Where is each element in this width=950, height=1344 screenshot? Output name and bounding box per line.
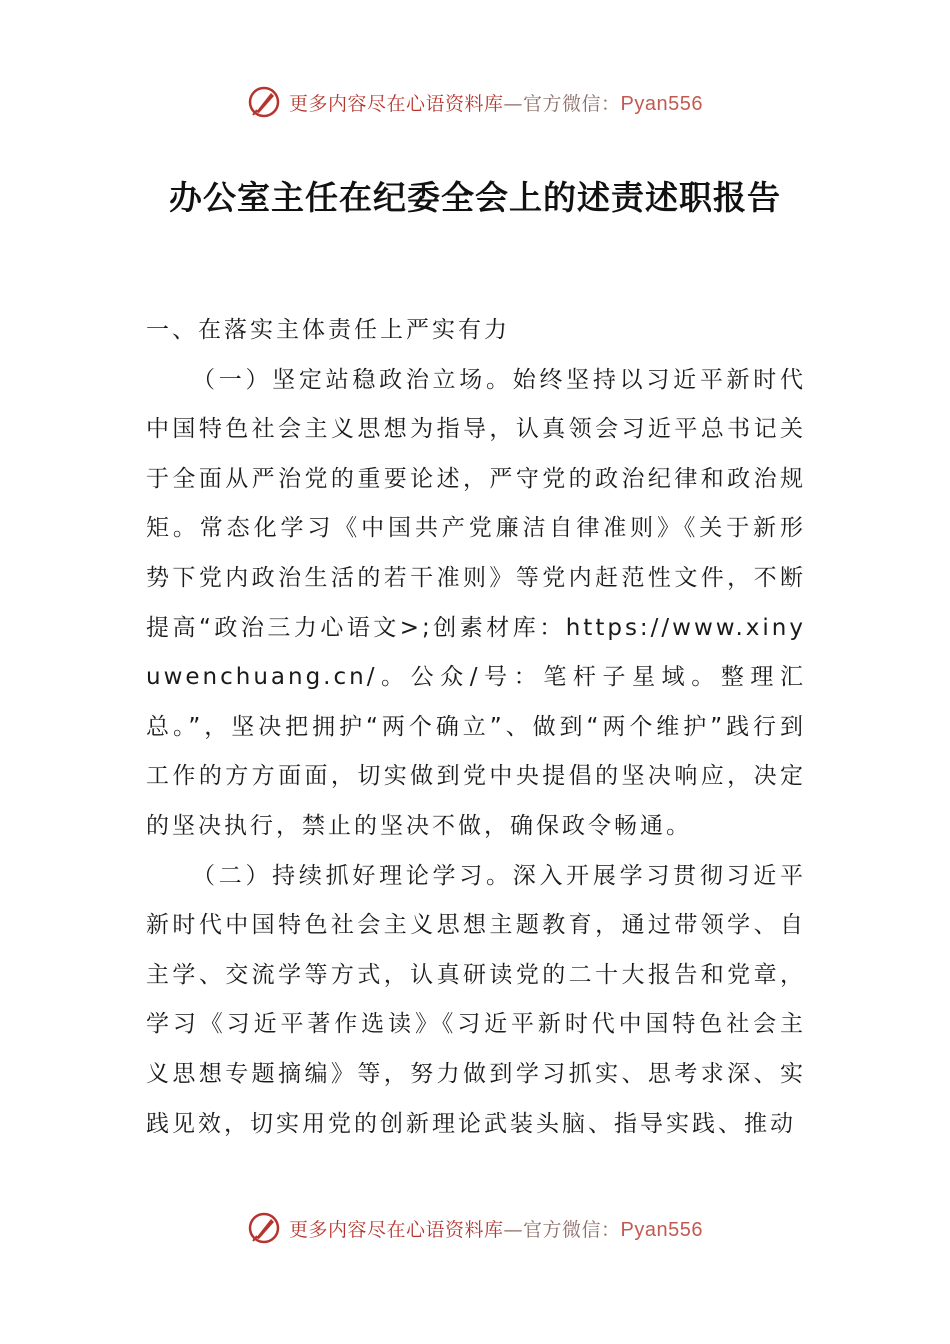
paragraph: （一）坚定站稳政治立场。始终坚持以习近平新时代中国特色社会主义思想为指导，认真领会习近平总书记关于全面从严治党的重要论述，严守党的政治纪律和政治规矩。常态化学习《中国共产党廉洁自律准则》《关于新形势下党内政治生活的若干准则》等党内赶范性文件，不断提高“政治三力心语文>;创素材库：https://www.xinyuwenchuang.cn/。公众/号：笔杆子星域。整理汇总。”，坚决把拥护“两个确立”、做到“两个维护”践行到工作的方方面面，切实做到党中央提倡的坚决响应，决定的坚决执行，禁止的坚决不做，确保政令畅通。 xyxy=(146,366,806,839)
banner-lead: 更多内容尽在心语资料库 xyxy=(289,1218,504,1241)
quill-logo-icon xyxy=(247,1211,281,1245)
banner-wechat-id: Pyan556 xyxy=(620,1218,703,1241)
banner-wechat-id: Pyan556 xyxy=(620,92,703,115)
banner-mid: —官方微信： xyxy=(503,1218,621,1241)
header-banner xyxy=(0,80,950,124)
section-heading: 一、在落实主体责任上严实有力 xyxy=(146,317,510,343)
footer-banner xyxy=(0,1206,950,1250)
banner-mid: —官方微信： xyxy=(503,92,621,115)
banner-text xyxy=(289,1215,703,1242)
document-body xyxy=(146,306,806,1149)
banner-lead: 更多内容尽在心语资料库 xyxy=(289,92,504,115)
paragraph: （二）持续抓好理论学习。深入开展学习贯彻习近平新时代中国特色社会主义思想主题教育，通过带领学、自主学、交流学等方式，认真研读党的二十大报告和党章，学习《习近平著作选读》《习近平新时代中国特色社会主义思想专题摘编》等，努力做到学习抓实、思考求深、实践见效，切实用党的创新理论武装头脑、指导实践、推动 xyxy=(146,862,806,1137)
document-title: 办公室主任在纪委全会上的述责述职报告 xyxy=(169,178,781,217)
banner-text xyxy=(289,89,703,116)
quill-logo-icon xyxy=(247,85,281,119)
